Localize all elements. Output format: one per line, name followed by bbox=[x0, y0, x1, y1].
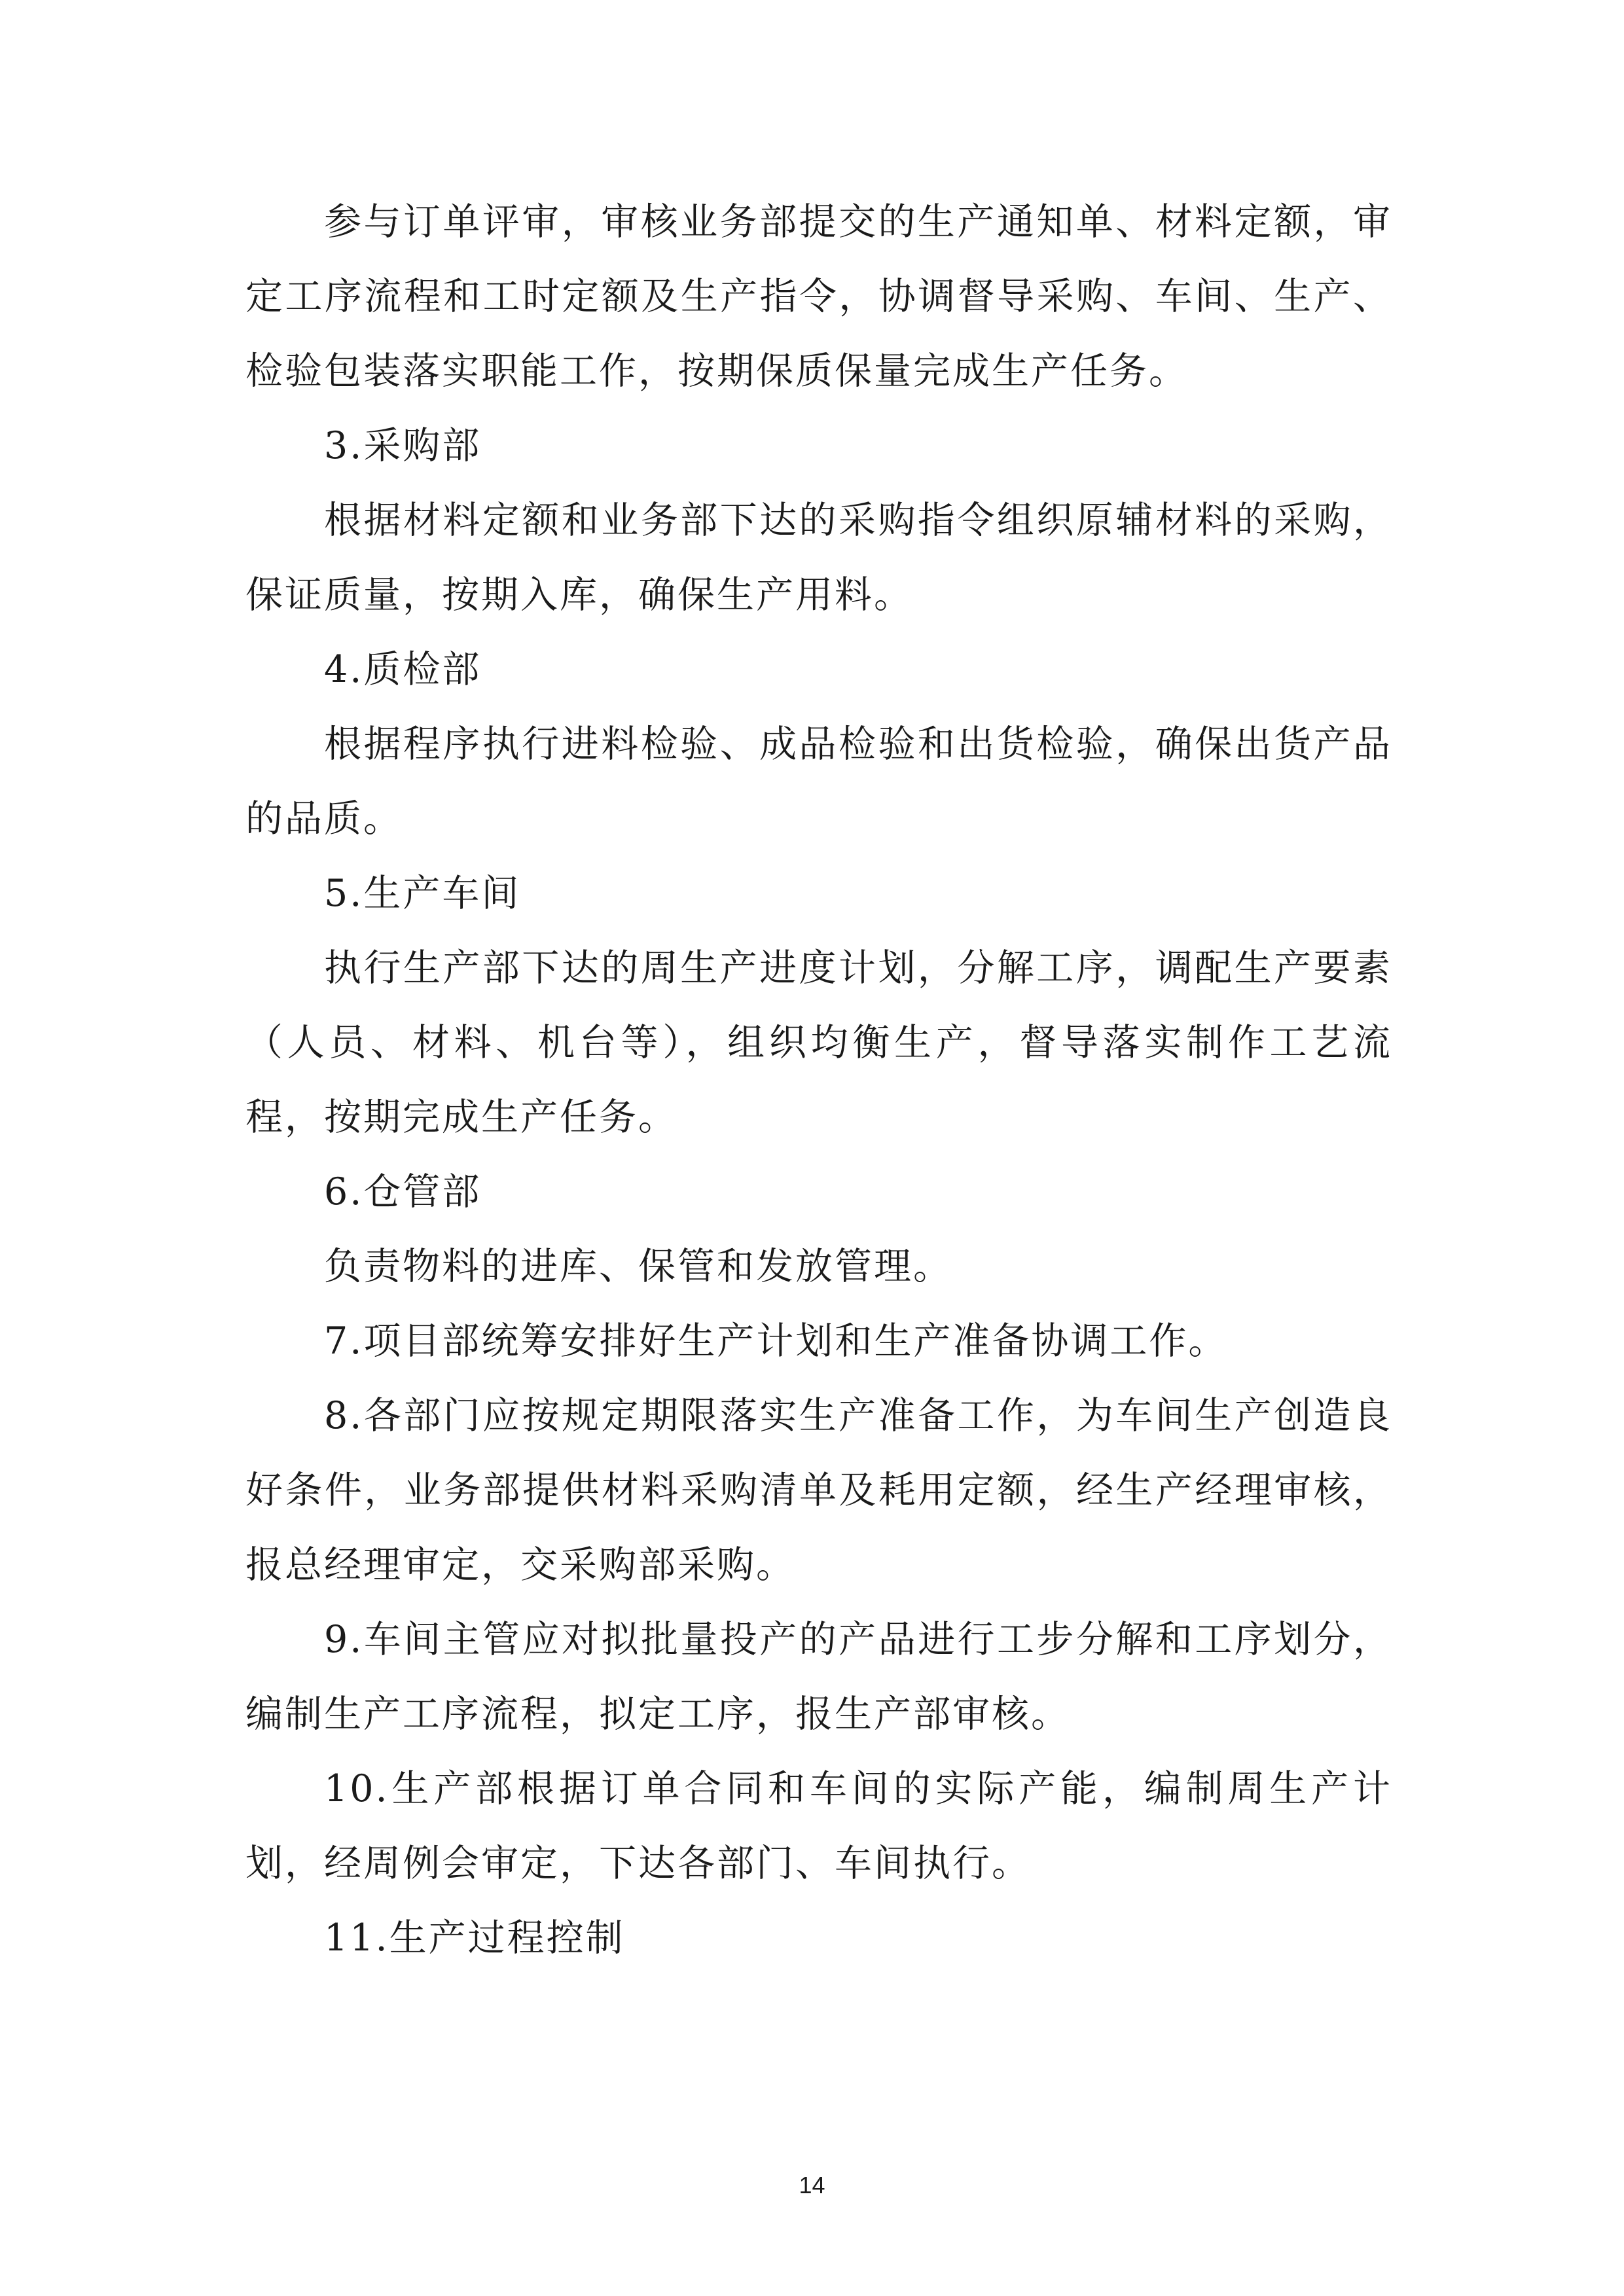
section-heading-purchasing: 3.采购部 bbox=[324, 424, 482, 467]
paragraph-production-dept-duties: 参与订单评审，审核业务部提交的生产通知单、材料定额，审定工序流程和工时定额及生产指令，协调督导采购、车间、生产、检验包装落实职能工作，按期保质保量完成生产任务。 bbox=[245, 200, 1392, 393]
page-number: 14 bbox=[799, 2172, 825, 2198]
section-heading-process-control: 11.生产过程控制 bbox=[324, 1916, 625, 1960]
section-heading-warehouse: 6.仓管部 bbox=[324, 1170, 482, 1213]
paragraph-item-8: 8.各部门应按规定期限落实生产准备工作，为车间生产创造良好条件，业务部提供材料采购清单及耗用定额，经生产经理审核，报总经理审定，交采购部采购。 bbox=[245, 1394, 1392, 1587]
paragraph-warehouse-duties: 负责物料的进库、保管和发放管理。 bbox=[324, 1245, 952, 1288]
paragraph-purchasing-duties: 根据材料定额和业务部下达的采购指令组织原辅材料的采购，保证质量，按期入库，确保生产用料。 bbox=[245, 499, 1392, 617]
paragraph-quality-duties: 根据程序执行进料检验、成品检验和出货检验，确保出货产品的品质。 bbox=[245, 723, 1392, 840]
paragraph-workshop-duties: 执行生产部下达的周生产进度计划，分解工序，调配生产要素（人员、材料、机台等），组织均衡生产，督导落实制作工艺流程，按期完成生产任务。 bbox=[245, 946, 1392, 1139]
paragraph-item-10: 10.生产部根据订单合同和车间的实际产能，编制周生产计划，经周例会审定，下达各部门、车间执行。 bbox=[245, 1767, 1392, 1885]
section-heading-workshop: 5.生产车间 bbox=[324, 872, 521, 915]
document-body bbox=[245, 185, 1392, 1975]
paragraph-item-7: 7.项目部统筹安排好生产计划和生产准备协调工作。 bbox=[324, 1319, 1228, 1363]
section-heading-quality: 4.质检部 bbox=[324, 648, 482, 691]
paragraph-item-9: 9.车间主管应对拟批量投产的产品进行工步分解和工序划分，编制生产工序流程，拟定工序，报生产部审核。 bbox=[245, 1618, 1392, 1736]
